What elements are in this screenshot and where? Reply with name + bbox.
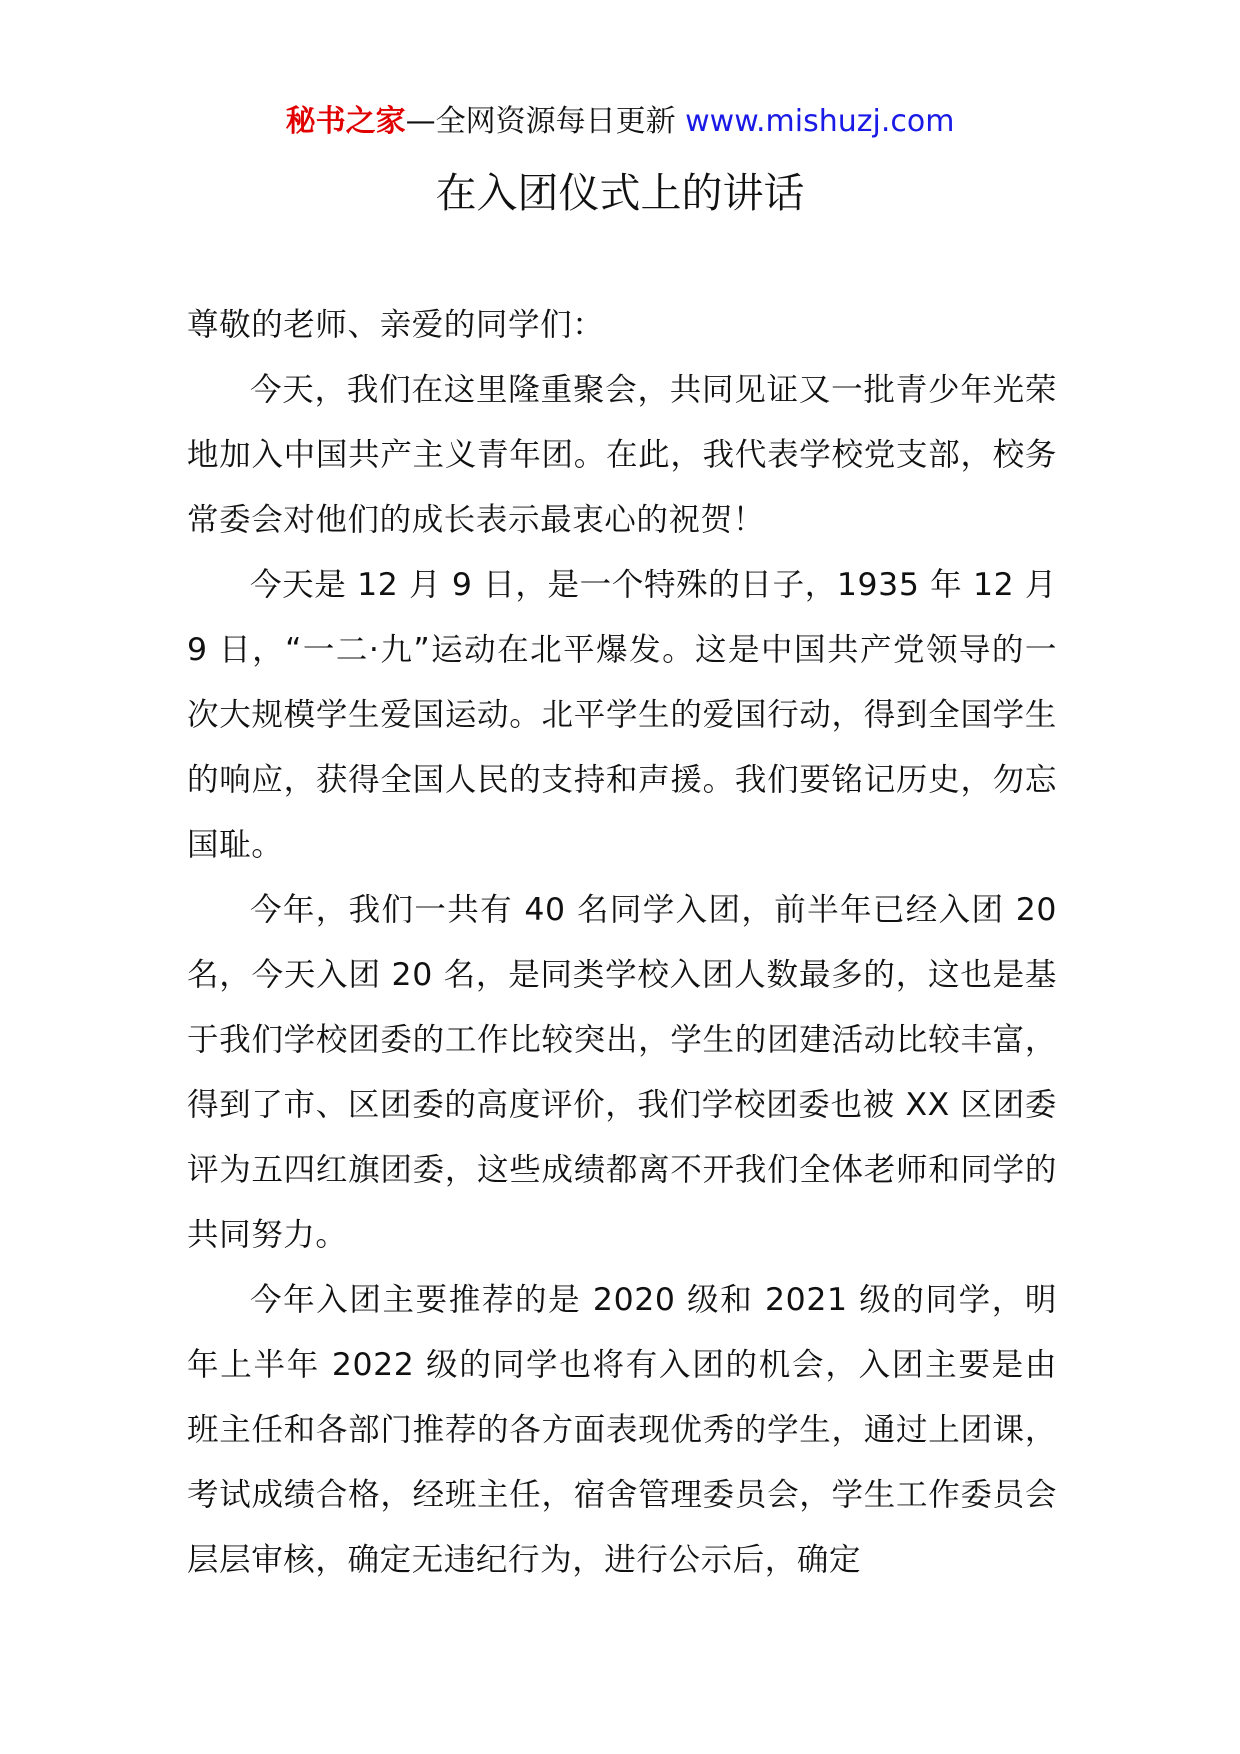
site-url-link[interactable]: www.mishuzj.com — [685, 104, 955, 139]
document-body — [187, 293, 1057, 1593]
paragraph: 今天是 12 月 9 日，是一个特殊的日子，1935 年 12 月 9 日，“一二·九”运动在北平爆发。这是中国共产党领导的一次大规模学生爱国运动。北平学生的爱国行动，得到全国学生的响应，获得全国人民的支持和声援。我们要铭记历史，勿忘国耻。 — [187, 567, 1057, 863]
site-header — [0, 100, 1240, 144]
paragraph: 今年入团主要推荐的是 2020 级和 2021 级的同学，明年上半年 2022 级的同学也将有入团的机会，入团主要是由班主任和各部门推荐的各方面表现优秀的学生，通过上团课，考试成绩合格，经班主任，宿舍管理委员会，学生工作委员会层层审核，确定无违纪行为，进行公示后，确定 — [187, 1282, 1057, 1578]
salutation: 尊敬的老师、亲爱的同学们： — [187, 307, 605, 343]
site-brand: 秘书之家 — [285, 104, 406, 139]
site-slogan: —全网资源每日更新 — [405, 104, 686, 139]
paragraph: 今天，我们在这里隆重聚会，共同见证又一批青少年光荣地加入中国共产主义青年团。在此，我代表学校党支部，校务常委会对他们的成长表示最衷心的祝贺！ — [187, 372, 1057, 538]
document-title: 在入团仪式上的讲话 — [435, 169, 805, 217]
paragraph: 今年，我们一共有 40 名同学入团，前半年已经入团 20 名，今天入团 20 名，是同类学校入团人数最多的，这也是基于我们学校团委的工作比较突出，学生的团建活动比较丰富，得到了市、区团委的高度评价，我们学校团委也被 XX 区团委评为五四红旗团委，这些成绩都离不开我们全体老师和同学的共同努力。 — [187, 892, 1057, 1253]
